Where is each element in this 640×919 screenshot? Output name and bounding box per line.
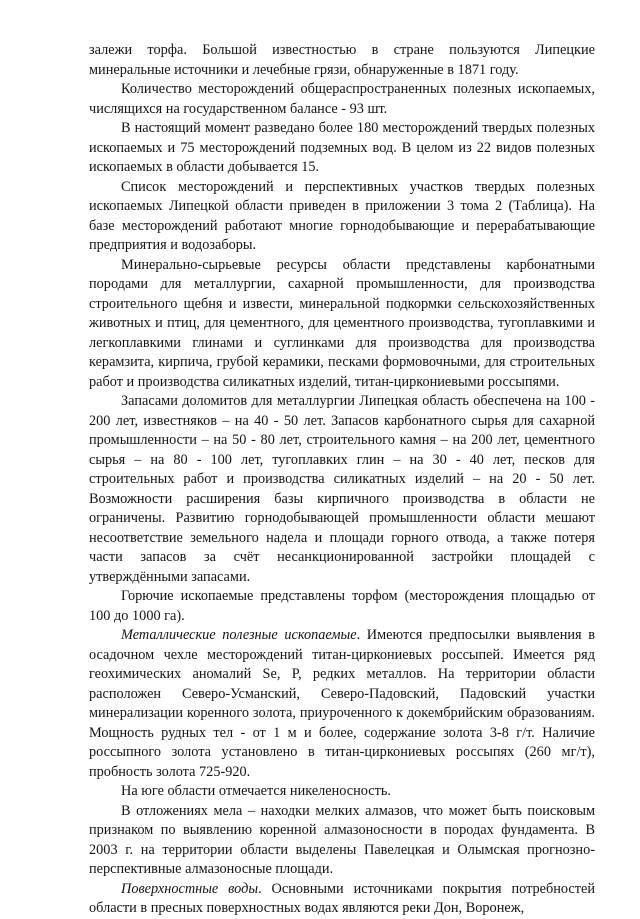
paragraph-diamonds	[89, 802, 595, 880]
paragraph-lead-italic: Металлические полезные ископаемые	[121, 627, 357, 643]
document-page	[89, 41, 595, 919]
paragraph-mineral-resources	[89, 256, 595, 393]
paragraph-metallic-minerals	[89, 626, 595, 782]
paragraph-reserves	[89, 392, 595, 587]
paragraph-text: Запасами доломитов для металлургии Липецкая область обеспечена на 100 - 200 лет, известняков – на 40 - 50 лет. Запасов карбонатного сырья для сахарной промышленности – на 50 - 80 лет, строительного камня – на 200 лет, цементного сырья – на 80 - 100 лет, тугоплавких глин – на 30 - 40 лет, песков для строительных работ и производства силикатных изделий – на 20 - 50 лет. Возможности расширения базы кирпичного производства в области не ограничены. Развитию горнодобывающей промышленности области мешают несоответствие земельного надела и площади горного отвода, а также потеря части запасов за счёт несанкционированной застройки площадей с утверждёнными запасами.	[89, 393, 595, 585]
paragraph-combustible-minerals	[89, 587, 595, 626]
paragraph-text: залежи торфа. Большой известностью в стране пользуются Липецкие минеральные источники и лечебные грязи, обнаруженные в 1871 году.	[89, 42, 595, 78]
paragraph-text: . Имеются предпосылки выявления в осадочном чехле месторождений титан-циркониевых россыпей. Имеется ряд геохимических аномалий Se, P, редких металлов. На территории области расположен Северо-Усманский, Северо-Падовский, Падовский участки минерализации коренного золота, приуроченного к докембрийским образованиям. Мощность рудных тел - от 1 м и более, содержание золота 3-8 г/т. Наличие россыпного золота установлено в титан-циркониевых россыпях (260 мг/т), пробность золота 725-920.	[89, 627, 595, 780]
paragraph-text: Горючие ископаемые представлены торфом (месторождения площадью от 100 до 1000 га).	[89, 588, 595, 624]
paragraph-deposit-list	[89, 178, 595, 256]
paragraph-text: В отложениях мела – находки мелких алмазов, что может быть поисковым признаком по выявлению коренной алмазоносности в породах фундамента. В 2003 г. на территории области выделены Павелецкая и Олымская прогнозно-перспективные алмазоносные площади.	[89, 802, 595, 877]
paragraph-text: Список месторождений и перспективных участков твердых полезных ископаемых Липецкой области приведен в приложении 3 тома 2 (Таблица). На базе месторождений работают многие горнодобывающие и перерабатывающие предприятия и водозаборы.	[89, 178, 595, 253]
paragraph-text: Минерально-сырьевые ресурсы области представлены карбонатными породами для металлургии, сахарной промышленности, для производства строительного щебня и извести, минеральной подкормки сельскохозяйственных животных и птиц, для цементного, для цементного производства, тугоплавкими и легкоплавкими глинами и суглинками для производства для производства керамзита, кирпича, грубой керамики, песками формовочными, для строительных работ и производства силикатных изделий, титан-циркониевыми россыпями.	[89, 256, 595, 390]
paragraph-lead-italic: Поверхностные воды	[121, 880, 259, 897]
paragraph-explored-deposits	[89, 119, 595, 178]
paragraph-text: . Основными источниками покрытия потребностей области в пресных поверхностных водах являются реки Дон, Воронеж,	[89, 880, 596, 916]
paragraph-nickel	[89, 782, 595, 802]
paragraph-text: Количество месторождений общераспространенных полезных ископаемых, числящихся на государственном балансе - 93 шт.	[89, 81, 595, 117]
paragraph-surface-waters	[89, 880, 595, 919]
paragraph-intro-continuation	[89, 41, 595, 80]
paragraph-text: В настоящий момент разведано более 180 месторождений твердых полезных ископаемых и 75 месторождений подземных вод. В целом из 22 видов полезных ископаемых в области добывается 15.	[89, 120, 595, 175]
paragraph-text: На юге области отмечается никеленосность.	[121, 783, 391, 799]
paragraph-common-deposits	[89, 80, 595, 119]
